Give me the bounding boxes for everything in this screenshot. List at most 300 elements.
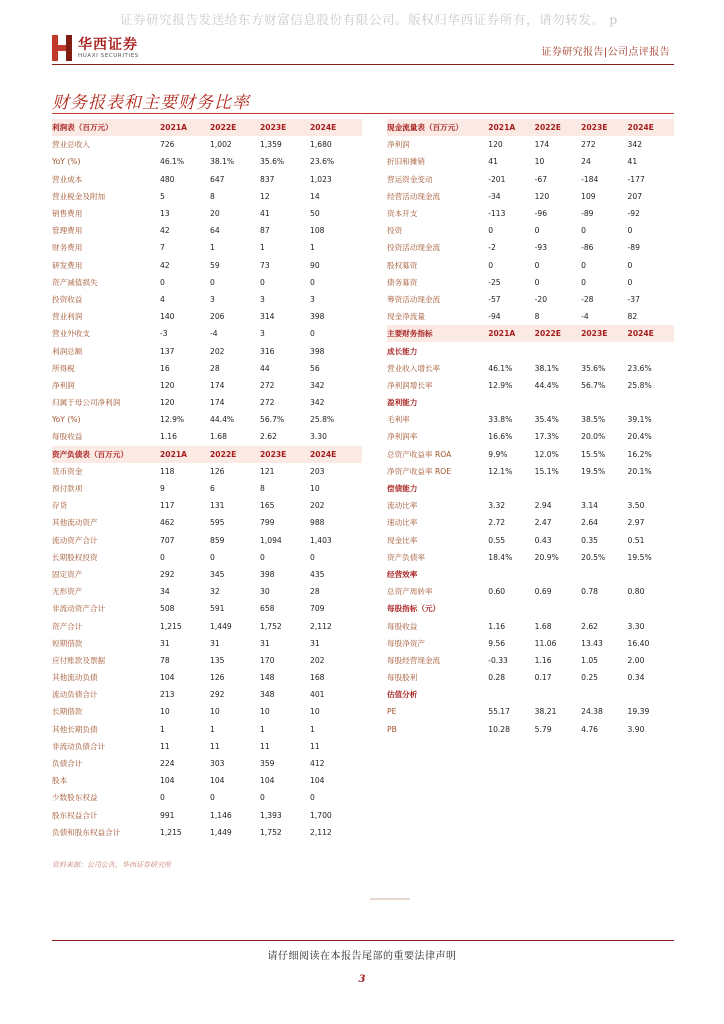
page-number: 3 xyxy=(358,974,366,985)
table-cell: 2.64 xyxy=(581,518,599,528)
table-row xyxy=(52,497,362,514)
table-cell: 78 xyxy=(160,655,170,665)
table-cell: 1.16 xyxy=(160,432,177,442)
row-label: 固定资产 xyxy=(52,569,83,579)
table-cell: 2024E xyxy=(310,449,337,459)
table-cell: 1 xyxy=(210,724,215,734)
table-row xyxy=(52,721,362,738)
row-label: 资产减值损失 xyxy=(52,277,98,287)
table-cell: 19.39 xyxy=(627,707,650,717)
table-cell: 2023E xyxy=(260,449,287,459)
table-cell: 12.0% xyxy=(534,449,559,459)
table-cell: 202 xyxy=(310,655,325,665)
table-cell: -4 xyxy=(581,312,589,322)
row-label: 投资收益 xyxy=(52,294,83,304)
table-cell: 3 xyxy=(210,294,215,304)
table-cell: 28 xyxy=(210,363,220,373)
row-label: 所得税 xyxy=(52,363,75,373)
table-cell: 0 xyxy=(581,277,586,287)
table-cell: 28 xyxy=(310,587,320,597)
table-cell: 292 xyxy=(210,690,225,700)
table-row xyxy=(387,360,674,377)
row-label: 流动资产合计 xyxy=(52,535,98,545)
table-cell: 2.72 xyxy=(488,518,506,528)
table-cell: 12.9% xyxy=(160,415,185,425)
table-cell: 23.6% xyxy=(310,157,335,167)
table-row xyxy=(387,669,674,686)
table-cell: 0 xyxy=(210,552,215,562)
table-cell: 117 xyxy=(160,501,175,511)
row-label: 偿债能力 xyxy=(387,484,418,494)
table-subheader-row xyxy=(387,342,674,359)
table-cell: 207 xyxy=(627,191,643,201)
row-label: 营业总收入 xyxy=(52,140,90,150)
table-cell: 34 xyxy=(160,587,170,597)
table-cell: 398 xyxy=(260,569,275,579)
row-label: 资产合计 xyxy=(52,621,83,631)
table-cell: 41 xyxy=(260,209,270,219)
table-cell: 1,094 xyxy=(260,535,282,545)
table-cell: -86 xyxy=(581,243,594,253)
row-label: 股东权益合计 xyxy=(52,810,98,820)
table-cell: 11 xyxy=(160,741,170,751)
table-cell: 203 xyxy=(310,466,325,476)
table-cell: 170 xyxy=(260,655,275,665)
row-label: 短期借款 xyxy=(52,638,83,648)
table-cell: 42 xyxy=(160,260,170,270)
table-row xyxy=(387,497,674,514)
table-cell: 2.62 xyxy=(581,621,599,631)
table-row xyxy=(52,377,362,394)
table-cell: -57 xyxy=(488,294,501,304)
table-cell: 120 xyxy=(488,140,503,150)
table-cell: 8 xyxy=(534,312,540,322)
row-label: 债务募资 xyxy=(387,277,418,287)
table-cell: 3.14 xyxy=(581,501,599,511)
table-cell: 140 xyxy=(160,312,175,322)
row-label: 流动负债合计 xyxy=(52,690,98,700)
table-cell: 9 xyxy=(160,484,165,494)
table-cell: 46.1% xyxy=(488,363,513,373)
row-label: 营业外收支 xyxy=(52,329,90,339)
table-row xyxy=(52,514,362,531)
row-label: 资本开支 xyxy=(387,209,418,219)
table-cell: 272 xyxy=(581,140,596,150)
table-cell: 31 xyxy=(260,638,270,648)
table-cell: 2.94 xyxy=(534,501,552,511)
row-label: 经营效率 xyxy=(387,569,418,579)
table-cell: 508 xyxy=(160,604,175,614)
table-row xyxy=(52,652,362,669)
table-cell: -20 xyxy=(534,294,548,304)
table-cell: 0.34 xyxy=(627,673,645,683)
table-cell: -92 xyxy=(627,209,640,219)
table-row xyxy=(387,446,674,463)
table-cell: -0.33 xyxy=(488,655,508,665)
table-cell: 2022E xyxy=(534,123,561,133)
table-row xyxy=(52,583,362,600)
header-divider xyxy=(52,64,674,65)
table-cell: -25 xyxy=(488,277,501,287)
table-cell: 837 xyxy=(260,174,275,184)
row-label: 每股收益 xyxy=(52,432,83,442)
table-row xyxy=(52,755,362,772)
logo-name-cn: 华西证券 xyxy=(78,37,138,53)
table-cell: 224 xyxy=(160,759,175,769)
table-row xyxy=(52,617,362,634)
table-cell: 131 xyxy=(210,501,225,511)
table-cell: 1,752 xyxy=(260,827,282,837)
row-label: 研发费用 xyxy=(52,260,83,270)
table-cell: 35.6% xyxy=(581,363,606,373)
table-row xyxy=(387,652,674,669)
table-row xyxy=(387,463,674,480)
table-row xyxy=(387,222,674,239)
table-cell: 11 xyxy=(310,741,320,751)
table-cell: 56.7% xyxy=(260,415,285,425)
table-cell: 1,449 xyxy=(210,621,232,631)
table-cell: 46.1% xyxy=(160,157,185,167)
table-cell: 56.7% xyxy=(581,380,606,390)
table-cell: 1.16 xyxy=(488,621,506,631)
right-financial-table xyxy=(387,119,674,738)
table-cell: 647 xyxy=(210,174,225,184)
table-cell: 0 xyxy=(627,226,633,236)
table-cell: 0.25 xyxy=(581,673,599,683)
table-cell: 1,752 xyxy=(260,621,282,631)
section-title: 财务报表和主要财务比率 xyxy=(52,93,250,113)
table-cell: 2023E xyxy=(260,123,287,133)
watermark-text: 证券研究报告发送给东方财富信息股份有限公司。版权归华西证券所有，请勿转发。 p xyxy=(120,12,618,27)
table-cell: 104 xyxy=(160,776,175,786)
table-cell: 2.97 xyxy=(627,518,645,528)
table-cell: 87 xyxy=(260,226,270,236)
table-cell: 1,700 xyxy=(310,810,332,820)
table-cell: 0 xyxy=(581,226,586,236)
table-row xyxy=(52,738,362,755)
row-label: 流动比率 xyxy=(387,501,418,511)
row-label: 盈利能力 xyxy=(387,398,418,408)
table-cell: 126 xyxy=(210,466,225,476)
table-cell: 174 xyxy=(534,140,550,150)
table-cell: 3 xyxy=(260,294,265,304)
table-row xyxy=(52,566,362,583)
table-cell: 0 xyxy=(210,793,215,803)
row-label: 主要财务指标 xyxy=(387,329,433,339)
table-cell: 342 xyxy=(310,380,325,390)
table-cell: 213 xyxy=(160,690,175,700)
divider-mark xyxy=(370,898,410,900)
title-divider xyxy=(52,113,674,114)
table-cell: 1.16 xyxy=(534,655,552,665)
table-cell: 31 xyxy=(210,638,220,648)
table-cell: 33.8% xyxy=(488,415,513,425)
table-cell: 20.9% xyxy=(534,552,559,562)
row-label: YoY (%) xyxy=(52,157,81,167)
left-financial-table xyxy=(52,119,362,841)
table-cell: 31 xyxy=(310,638,320,648)
row-label: 其他流动负债 xyxy=(52,673,98,683)
table-cell: 2.47 xyxy=(534,518,552,528)
table-row xyxy=(387,274,674,291)
row-label: 筹资活动现金流 xyxy=(387,294,441,304)
table-cell: 0 xyxy=(310,329,315,339)
table-row xyxy=(387,308,674,325)
table-cell: 7 xyxy=(160,243,165,253)
table-cell: 1,023 xyxy=(310,174,332,184)
table-cell: 1 xyxy=(310,243,315,253)
table-cell: -177 xyxy=(627,174,645,184)
table-cell: 16.40 xyxy=(627,638,650,648)
table-row xyxy=(387,205,674,222)
table-cell: 3 xyxy=(260,329,265,339)
table-subheader-row xyxy=(387,394,674,411)
table-cell: -94 xyxy=(488,312,501,322)
table-cell: 1.68 xyxy=(534,621,552,631)
table-cell: 109 xyxy=(581,191,596,201)
table-cell: 0 xyxy=(627,260,633,270)
table-cell: 25.8% xyxy=(310,415,335,425)
row-label: 股本 xyxy=(52,776,68,786)
table-cell: 20.0% xyxy=(581,432,606,442)
table-cell: 0.80 xyxy=(627,587,645,597)
table-row xyxy=(387,239,674,256)
table-cell: 10 xyxy=(310,484,320,494)
table-cell: 126 xyxy=(210,673,225,683)
table-cell: 3.30 xyxy=(310,432,327,442)
table-cell: 1 xyxy=(310,724,315,734)
row-label: 每股净资产 xyxy=(387,638,425,648)
table-cell: 272 xyxy=(260,398,275,408)
table-cell: 50 xyxy=(310,209,320,219)
row-label: 经营活动现金流 xyxy=(387,191,441,201)
table-cell: 64 xyxy=(210,226,220,236)
table-cell: 1,393 xyxy=(260,810,282,820)
row-label: 每股收益 xyxy=(387,621,418,631)
logo-mark-icon xyxy=(52,35,72,61)
table-row xyxy=(52,789,362,806)
table-row xyxy=(52,600,362,617)
table-cell: 174 xyxy=(210,380,225,390)
table-cell: 15.5% xyxy=(581,449,606,459)
table-subheader-row xyxy=(387,686,674,703)
table-cell: 0.43 xyxy=(534,535,552,545)
table-cell: 10.28 xyxy=(488,724,510,734)
table-row xyxy=(387,617,674,634)
table-cell: 137 xyxy=(160,346,175,356)
table-cell: -113 xyxy=(488,209,506,219)
table-cell: 2,112 xyxy=(310,827,332,837)
table-row xyxy=(52,257,362,274)
table-cell: 5 xyxy=(160,191,165,201)
row-label: 每股指标（元） xyxy=(387,604,441,614)
table-cell: 303 xyxy=(210,759,225,769)
table-row xyxy=(387,532,674,549)
table-cell: 3.50 xyxy=(627,501,645,511)
table-row xyxy=(387,583,674,600)
logo-name-en: HUAXI SECURITIES xyxy=(78,53,139,59)
table-cell: 2024E xyxy=(627,123,654,133)
table-cell: -89 xyxy=(627,243,640,253)
row-label: 销售费用 xyxy=(52,209,83,219)
table-cell: -28 xyxy=(581,294,594,304)
table-cell: 412 xyxy=(310,759,325,769)
table-row xyxy=(52,136,362,153)
row-label: 负债合计 xyxy=(52,759,83,769)
table-cell: 20 xyxy=(210,209,220,219)
table-cell: -3 xyxy=(160,329,168,339)
table-cell: 345 xyxy=(210,569,225,579)
table-row xyxy=(52,669,362,686)
row-label: 折旧和摊销 xyxy=(387,157,425,167)
row-label: 归属于母公司净利润 xyxy=(52,398,121,408)
table-cell: -93 xyxy=(534,243,548,253)
table-cell: 32 xyxy=(210,587,220,597)
table-cell: -67 xyxy=(534,174,548,184)
table-cell: 2024E xyxy=(627,329,654,339)
row-label: 管理费用 xyxy=(52,226,83,236)
table-cell: 0 xyxy=(260,277,265,287)
row-label: 营业利润 xyxy=(52,312,83,322)
table-cell: 1,680 xyxy=(310,140,332,150)
table-cell: 9.56 xyxy=(488,638,506,648)
row-label: 无形资产 xyxy=(52,587,83,597)
table-cell: 2022E xyxy=(210,123,237,133)
table-cell: 44.4% xyxy=(534,380,559,390)
row-label: 投资活动现金流 xyxy=(387,243,441,253)
table-cell: 0.35 xyxy=(581,535,599,545)
table-cell: 0 xyxy=(581,260,586,270)
table-cell: -184 xyxy=(581,174,599,184)
table-cell: 120 xyxy=(160,398,175,408)
table-cell: 2021A xyxy=(488,123,516,133)
row-label: 每股股利 xyxy=(387,673,418,683)
row-label: 估值分析 xyxy=(387,690,418,700)
table-cell: 10 xyxy=(160,707,170,717)
row-label: PB xyxy=(387,724,397,734)
table-cell: 591 xyxy=(210,604,225,614)
table-cell: 401 xyxy=(310,690,325,700)
table-cell: 41 xyxy=(488,157,498,167)
table-row xyxy=(52,171,362,188)
row-label: 毛利率 xyxy=(387,415,410,425)
table-cell: 0 xyxy=(160,277,165,287)
row-label: 净利润增长率 xyxy=(387,380,433,390)
table-cell: 104 xyxy=(160,673,175,683)
table-cell: 1 xyxy=(260,724,265,734)
table-cell: 202 xyxy=(310,501,325,511)
table-row xyxy=(52,222,362,239)
table-cell: 0 xyxy=(534,226,540,236)
table-cell: 0.60 xyxy=(488,587,506,597)
report-type: 证券研究报告|公司点评报告 xyxy=(541,47,670,58)
table-cell: 38.21 xyxy=(534,707,557,717)
table-cell: 121 xyxy=(260,466,275,476)
table-cell: 20.1% xyxy=(627,466,652,476)
table-cell: 435 xyxy=(310,569,325,579)
table-cell: 799 xyxy=(260,518,275,528)
row-label: 利润总额 xyxy=(52,346,83,356)
table-row xyxy=(387,428,674,445)
table-row xyxy=(52,274,362,291)
footer-disclaimer: 请仔细阅读在本报告尾部的重要法律声明 xyxy=(267,951,457,962)
table-row xyxy=(52,239,362,256)
table-cell: 988 xyxy=(310,518,325,528)
table-cell: 0 xyxy=(488,226,494,236)
table-cell: 11 xyxy=(260,741,270,751)
table-row xyxy=(52,480,362,497)
table-cell: 3.90 xyxy=(627,724,645,734)
table-row xyxy=(52,291,362,308)
table-cell: 398 xyxy=(310,346,325,356)
table-cell: 59 xyxy=(210,260,220,270)
row-label: 营业成本 xyxy=(52,174,83,184)
table-cell: 38.1% xyxy=(210,157,235,167)
table-cell: 2023E xyxy=(581,123,608,133)
table-cell: 292 xyxy=(160,569,175,579)
row-label: 现金流量表（百万元） xyxy=(387,123,463,133)
table-header-row xyxy=(387,119,674,136)
table-row xyxy=(387,635,674,652)
table-cell: 709 xyxy=(310,604,325,614)
table-cell: 30 xyxy=(260,587,270,597)
table-cell: 2.00 xyxy=(627,655,645,665)
table-row xyxy=(52,411,362,428)
table-cell: 10 xyxy=(310,707,320,717)
table-row xyxy=(387,377,674,394)
row-label: 净利润 xyxy=(387,140,410,150)
row-label: 货币资金 xyxy=(52,466,83,476)
table-cell: 0 xyxy=(260,793,265,803)
table-cell: 202 xyxy=(210,346,225,356)
table-cell: 165 xyxy=(260,501,275,511)
table-row xyxy=(387,188,674,205)
table-cell: 1 xyxy=(210,243,215,253)
table-cell: 20.4% xyxy=(627,432,652,442)
table-cell: 35.4% xyxy=(534,415,559,425)
row-label: YoY (%) xyxy=(52,415,81,425)
row-label: 投资 xyxy=(387,226,403,236)
row-label: 其他长期负债 xyxy=(52,724,98,734)
table-cell: 0.78 xyxy=(581,587,599,597)
table-cell: 2021A xyxy=(160,449,188,459)
footer-divider xyxy=(52,940,674,941)
table-cell: 104 xyxy=(260,776,275,786)
table-row xyxy=(52,308,362,325)
table-row xyxy=(52,394,362,411)
table-cell: 359 xyxy=(260,759,275,769)
table-cell: 2021A xyxy=(160,123,188,133)
table-cell: 20.5% xyxy=(581,552,606,562)
table-cell: 0 xyxy=(534,277,540,287)
table-row xyxy=(387,257,674,274)
table-header-row xyxy=(52,119,362,136)
row-label: 成长能力 xyxy=(387,346,418,356)
row-label: 净资产收益率 ROE xyxy=(387,466,452,476)
table-cell: 24.38 xyxy=(581,707,603,717)
table-cell: 462 xyxy=(160,518,175,528)
table-row xyxy=(387,171,674,188)
row-label: 长期股权投资 xyxy=(52,552,98,562)
table-cell: 168 xyxy=(310,673,325,683)
row-label: 总资产周转率 xyxy=(387,587,433,597)
table-cell: 104 xyxy=(310,776,325,786)
table-cell: 24 xyxy=(581,157,591,167)
row-label: PE xyxy=(387,707,397,717)
row-label: 资产负债表（百万元） xyxy=(52,449,128,459)
row-label: 财务费用 xyxy=(52,243,83,253)
row-label: 预付款项 xyxy=(52,484,83,494)
